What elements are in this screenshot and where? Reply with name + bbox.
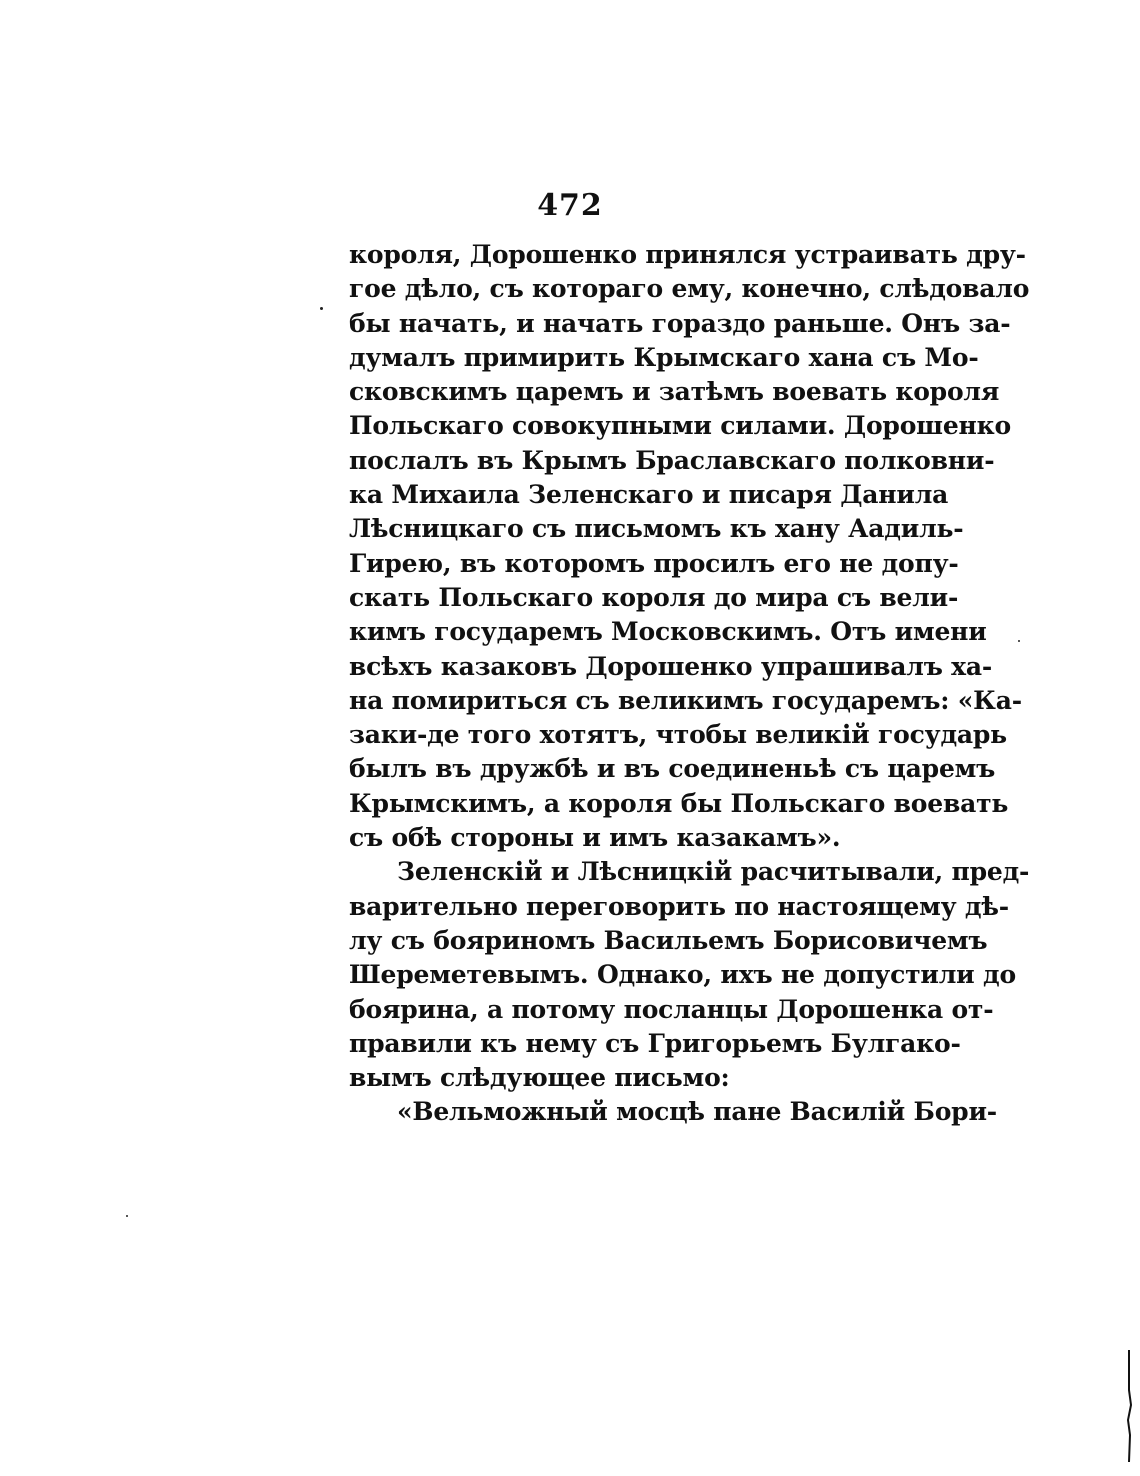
text-line: съ обѣ стороны и имъ казакамъ».: [349, 823, 841, 853]
scan-speck: [1018, 640, 1020, 642]
text-line: вымъ слѣдующее письмо:: [349, 1063, 730, 1093]
text-line: Крымскимъ, а короля бы Польскаго воевать: [349, 788, 1009, 818]
text-line: гое дѣло, съ котораго ему, конечно, слѣдовало: [349, 274, 1030, 304]
scan-speck: [126, 1215, 128, 1217]
text-line: правили къ нему съ Григорьемъ Булгако-: [349, 1028, 961, 1058]
text-line: думалъ примирить Крымскаго хана съ Мо-: [349, 342, 979, 372]
scan-speck: [320, 307, 323, 310]
text-line: сковскимъ царемъ и затѣмъ воевать короля: [349, 377, 1000, 407]
text-line: короля, Дорошенко принялся устраивать дру-: [349, 240, 1026, 269]
text-line: на помириться съ великимъ государемъ: «Ка-: [349, 685, 1022, 715]
page-number: 472: [537, 188, 603, 223]
text-line: «Вельможный мосцѣ пане Василій Бори-: [397, 1097, 997, 1127]
page-edge-mark: [1126, 1350, 1132, 1462]
text-line: ка Михаила Зеленскаго и писаря Данила: [349, 480, 949, 510]
text-line: заки-де того хотятъ, чтобы великій государь: [349, 720, 1007, 750]
text-line: Зеленскій и Лѣсницкій расчитывали, пред-: [397, 857, 1030, 887]
text-line: Польскаго совокупными силами. Дорошенко: [349, 411, 1011, 441]
text-line: варительно переговорить по настоящему дѣ-: [349, 891, 1009, 921]
text-line: Шереметевымъ. Однако, ихъ не допустили до: [349, 960, 1016, 990]
body-text: [349, 238, 1030, 1130]
text-line: лу съ бояриномъ Васильемъ Борисовичемъ: [349, 925, 988, 955]
text-line: Лѣсницкаго съ письмомъ къ хану Аадиль-: [349, 514, 964, 544]
text-line: кимъ государемъ Московскимъ. Отъ имени: [349, 617, 987, 647]
text-line: боярина, а потому посланцы Дорошенка от-: [349, 994, 994, 1024]
text-line: послалъ въ Крымъ Браславскаго полковни-: [349, 445, 995, 475]
text-line: Гирею, въ которомъ просилъ его не допу-: [349, 548, 959, 578]
text-line: всѣхъ казаковъ Дорошенко упрашивалъ ха-: [349, 651, 993, 681]
text-line: бы начать, и начать гораздо раньше. Онъ за-: [349, 308, 1011, 338]
text-line: былъ въ дружбѣ и въ соединеньѣ съ царемъ: [349, 754, 996, 784]
text-line: скать Польскаго короля до мира съ вели-: [349, 582, 959, 612]
